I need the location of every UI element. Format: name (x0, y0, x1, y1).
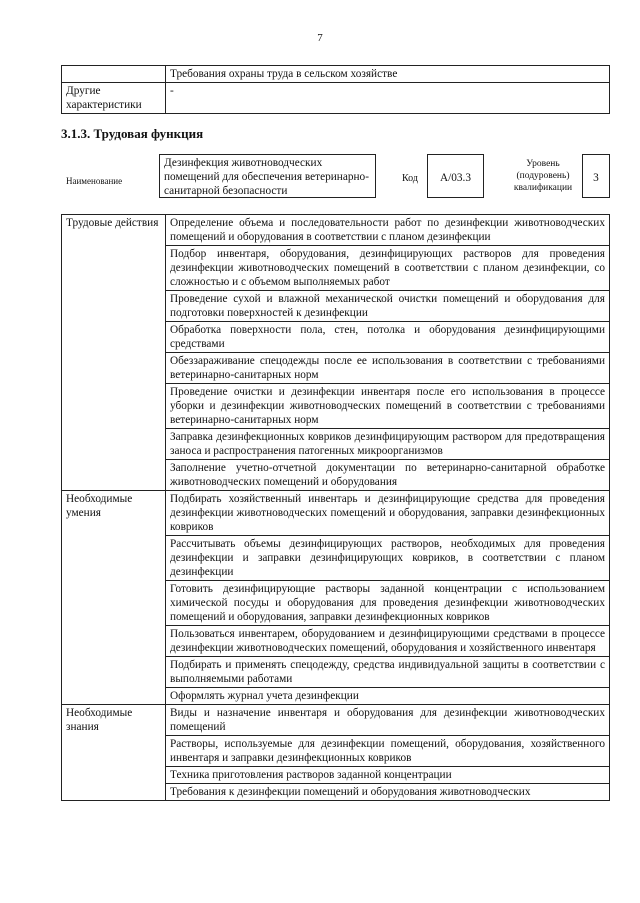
group-item: Проведение сухой и влажной механической очистки помещений и оборудования для подготовки поверхностей к дезинфекции (166, 291, 610, 322)
main-table (61, 214, 610, 801)
table-row (62, 66, 610, 83)
group-item: Виды и назначение инвентаря и оборудования для дезинфекции животноводческих помещений (166, 705, 610, 736)
group-item: Проведение очистки и дезинфекции инвентаря после его использования в процессе уборки и дезинфекции животноводческих помещений в соответствии с требованиями ветеринарно-санитарных норм (166, 384, 610, 429)
group-item: Оформлять журнал учета дезинфекции (166, 688, 610, 705)
qualification-level: 3 (582, 154, 610, 198)
group-item: Готовить дезинфицирующие растворы заданной концентрации с использованием химической посуды и оборудования для проведения дезинфекции животноводческих помещений и оборудования, заправки дезинфекционных ковриков (166, 581, 610, 626)
table-row (62, 491, 610, 536)
top-table (61, 65, 610, 114)
name-label: Наименование (66, 176, 123, 186)
level-label: Уровень (подуровень) квалификации (513, 159, 573, 193)
group-item: Подбирать хозяйственный инвентарь и дезинфицирующие средства для проведения дезинфекции животноводческих помещений и оборудования, заправки дезинфекционных ковриков (166, 491, 610, 536)
row-value: Требования охраны труда в сельском хозяйстве (166, 66, 610, 83)
section-title: 3.1.3. Трудовая функция (61, 126, 204, 141)
group-item: Пользоваться инвентарем, оборудованием и дезинфицирующими средствами в процессе дезинфекции животноводческих помещений, оборудования и хозяйственного инвентаря (166, 626, 610, 657)
group-item: Заполнение учетно-отчетной документации по ветеринарно-санитарной обработке животноводческих помещений и оборудования (166, 460, 610, 491)
function-name: Дезинфекция животноводческих помещений для обеспечения ветеринарно-санитарной безопасности (159, 154, 376, 198)
group-item: Обеззараживание спецодежды после ее использования в соответствии с требованиями ветеринарно-санитарных норм (166, 353, 610, 384)
group-item: Техника приготовления растворов заданной концентрации (166, 767, 610, 784)
group-item: Подбирать и применять спецодежду, средства индивидуальной защиты в соответствии с выполняемыми работами (166, 657, 610, 688)
group-item: Растворы, используемые для дезинфекции помещений, оборудования, хозяйственного инвентаря и заправки дезинфекционных ковриков (166, 736, 610, 767)
table-row (62, 705, 610, 736)
group-item: Рассчитывать объемы дезинфицирующих растворов, необходимых для проведения дезинфекции и заправки дезинфицирующих ковриков, в соответствии с планом дезинфекции (166, 536, 610, 581)
group-item: Требования к дезинфекции помещений и оборудования животноводческих (166, 784, 610, 801)
group-label: Необходимые умения (62, 491, 166, 705)
row-value: - (166, 83, 610, 114)
table-row (62, 215, 610, 246)
group-item: Заправка дезинфекционных ковриков дезинфицирующим раствором для предотвращения заноса и распространения патогенных микроорганизмов (166, 429, 610, 460)
page-number: 7 (317, 32, 323, 44)
code-label: Код (402, 173, 418, 184)
table-row (62, 83, 610, 114)
group-item: Определение объема и последовательности работ по дезинфекции животноводческих помещений и оборудования в соответствии с планом дезинфекции (166, 215, 610, 246)
group-item: Обработка поверхности пола, стен, потолка и оборудования дезинфицирующими средствами (166, 322, 610, 353)
group-item: Подбор инвентаря, оборудования, дезинфицирующих растворов для проведения дезинфекции животноводческих помещений в соответствии с планом дезинфекции, со сложностью и с объемом выполняемых работ (166, 246, 610, 291)
group-label: Трудовые действия (62, 215, 166, 491)
function-code: A/03.3 (427, 154, 484, 198)
group-label: Необходимые знания (62, 705, 166, 801)
row-label: Другие характеристики (62, 83, 166, 114)
row-label (62, 66, 166, 83)
